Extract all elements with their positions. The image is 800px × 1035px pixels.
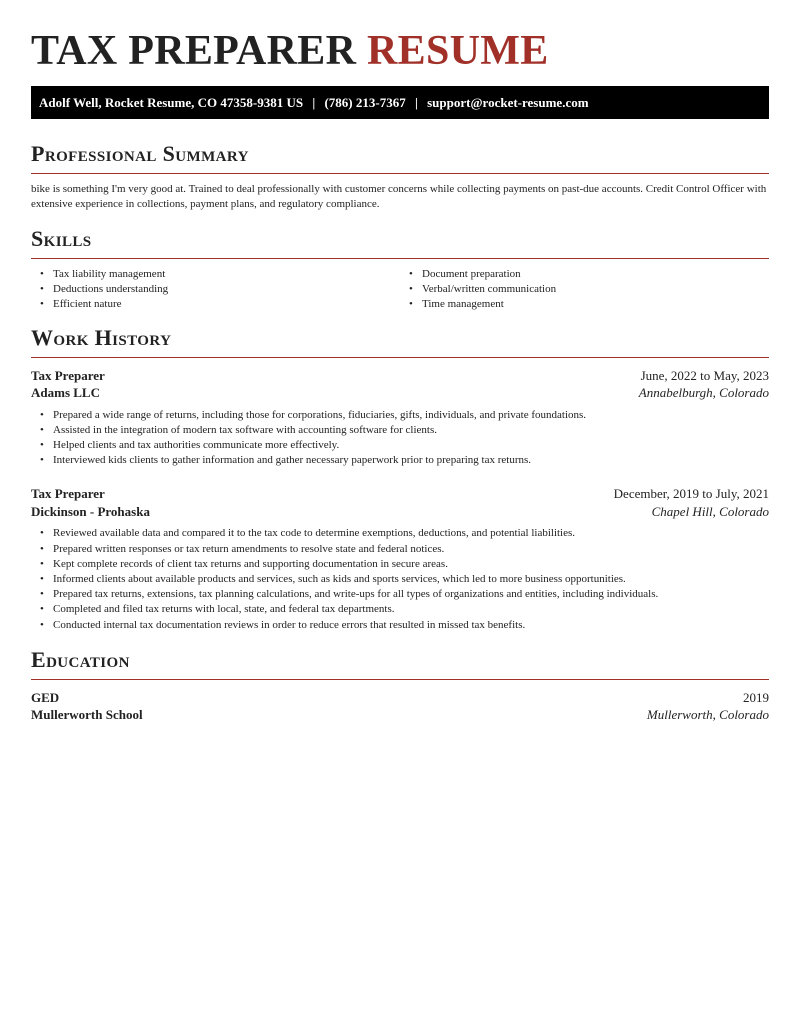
summary-text: bike is something I'm very good at. Trained to deal professionally with customer concerns while collecting payments on past-due accounts. Credit Control Officer with extensive experience in collections, payment plans, and regulatory compliance.	[31, 183, 767, 210]
section-divider	[31, 258, 769, 259]
job-dates: June, 2022 to May, 2023	[640, 367, 769, 383]
job-bullet: • Prepared tax returns, extensions, tax planning calculations, and write-ups for all types of organizations and entities, including individuals.	[53, 587, 769, 602]
skills-section	[31, 226, 769, 313]
section-divider	[31, 679, 769, 680]
education-heading: Education	[31, 646, 130, 672]
job-bullet: • Assisted in the integration of modern tax software with accounting software for clients.	[53, 423, 769, 438]
skills-heading: Skills	[31, 226, 92, 251]
job-bullet: • Informed clients about available products and services, such as kids and sports services, which led to more business opportunities.	[53, 572, 769, 587]
job-bullets	[31, 408, 769, 469]
contact-separator: |	[414, 95, 418, 110]
resume-title	[31, 28, 769, 74]
work-section	[31, 325, 769, 633]
job-bullet: • Completed and filed tax returns with local, state, and federal tax departments.	[53, 602, 769, 617]
contact-address: Adolf Well, Rocket Resume, CO 47358-9381 US	[39, 95, 304, 110]
job-bullet: • Prepared written responses or tax return amendments to resolve state and federal notices.	[53, 542, 769, 557]
job-bullet: • Interviewed kids clients to gather information and gather necessary paperwork prior to preparing tax returns.	[53, 453, 769, 468]
job-bullet: • Kept complete records of client tax returns and supporting documentation in secure areas.	[53, 557, 769, 572]
job-entry	[31, 367, 769, 469]
skill-item: • Tax liability management	[53, 267, 400, 282]
contact-bar	[31, 86, 769, 119]
job-location: Annabelburgh, Colorado	[638, 385, 769, 401]
skills-right-column	[400, 267, 769, 313]
section-divider	[31, 173, 769, 174]
company-name: Adams LLC	[31, 385, 100, 401]
skills-left-column	[31, 267, 400, 313]
summary-heading: Professional Summary	[31, 141, 249, 166]
title-main: TAX PREPARER	[31, 28, 357, 74]
job-dates: December, 2019 to July, 2021	[613, 486, 769, 502]
job-title: Tax Preparer	[31, 486, 105, 502]
skill-item: • Verbal/written communication	[422, 282, 769, 297]
job-bullets	[31, 526, 769, 632]
title-accent: RESUME	[367, 28, 549, 74]
skill-item: • Efficient nature	[53, 297, 400, 312]
section-divider	[31, 357, 769, 358]
education-entry	[31, 689, 769, 724]
graduation-year: 2019	[743, 689, 769, 705]
school-location: Mullerworth, Colorado	[646, 707, 769, 723]
skills-columns	[31, 267, 769, 313]
job-entry	[31, 485, 769, 632]
job-bullet: • Prepared a wide range of returns, including those for corporations, fiduciaries, gifts, individuals, and private foundations.	[53, 408, 769, 423]
job-title: Tax Preparer	[31, 367, 105, 383]
education-section	[31, 647, 769, 724]
job-bullet: • Conducted internal tax documentation reviews in order to reduce errors that resulted in missed tax benefits.	[53, 618, 769, 633]
skill-item: • Document preparation	[422, 267, 769, 282]
contact-phone: (786) 213-7367	[324, 95, 406, 110]
summary-section	[31, 141, 769, 212]
job-location: Chapel Hill, Colorado	[651, 503, 769, 519]
school-name: Mullerworth School	[31, 707, 143, 723]
job-bullet: • Helped clients and tax authorities communicate more effectively.	[53, 438, 769, 453]
work-heading: Work History	[31, 324, 172, 350]
company-name: Dickinson - Prohaska	[31, 503, 150, 519]
degree: GED	[31, 689, 60, 705]
skill-item: • Deductions understanding	[53, 282, 400, 297]
contact-separator: |	[312, 95, 316, 110]
resume-page	[31, 0, 769, 724]
contact-email: support@rocket-resume.com	[427, 95, 589, 110]
job-bullet: • Reviewed available data and compared it to the tax code to determine exemptions, deductions, and potential liabilities.	[53, 526, 769, 541]
skill-item: • Time management	[422, 297, 769, 312]
